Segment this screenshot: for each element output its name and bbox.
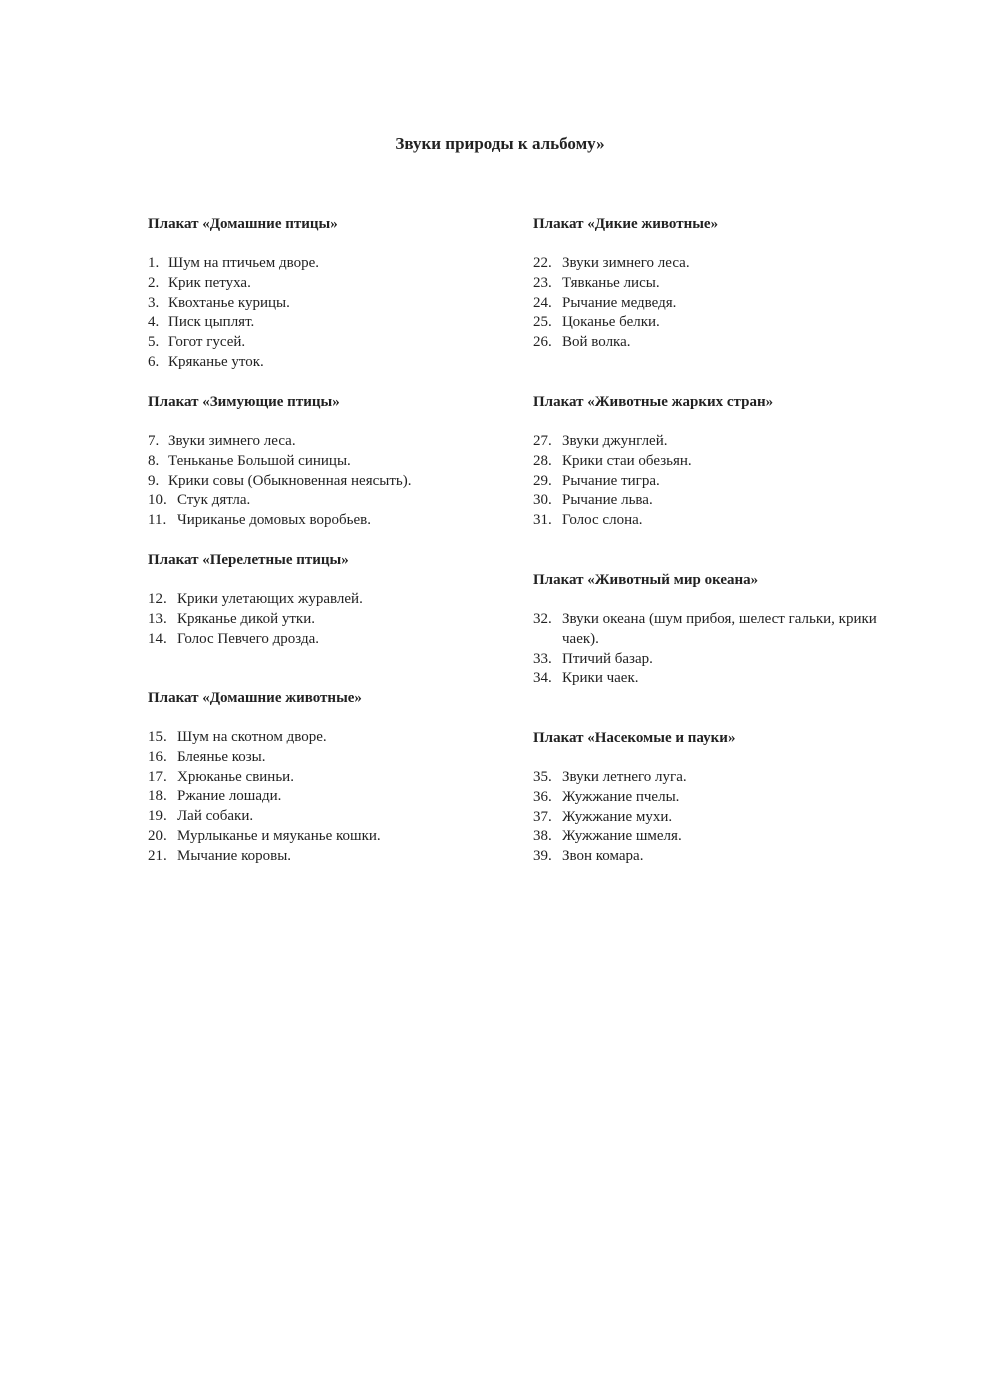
list-item [533,511,893,531]
section-title: Плакат «Зимующие птицы» [148,394,340,410]
item-number: 38. [533,828,552,845]
list-item [148,728,518,748]
item-number: 11. [148,512,167,529]
list-item [533,610,893,650]
item-text: Звуки зимнего леса. [168,433,296,449]
list-item [533,432,893,452]
right-column [533,0,893,1387]
item-text: Крики улетающих журавлей. [177,591,363,607]
list-item [148,432,518,452]
item-list [148,254,518,373]
list-item [533,274,893,294]
list-item [148,827,518,847]
item-text: Крики чаек. [562,670,639,687]
item-number: 28. [533,452,552,469]
item-number: 31. [533,512,552,529]
list-item [148,807,518,827]
list-item [533,847,893,867]
item-text: Звуки океана (шум прибоя, шелест гальки, крики чаек). [562,611,877,647]
item-number: 7. [148,433,160,449]
item-number: 8. [148,452,160,469]
item-number: 6. [148,353,160,370]
item-number: 1. [148,255,160,271]
item-number: 15. [148,729,167,745]
item-number: 17. [148,768,167,785]
item-number: 35. [533,769,552,785]
list-item [148,748,518,768]
item-number: 18. [148,788,167,805]
item-text: Звуки джунглей. [562,433,668,449]
item-text: Писк цыплят. [168,314,255,331]
item-number: 13. [148,610,167,627]
item-text: Цоканье белки. [562,314,660,331]
item-list [148,432,518,531]
item-number: 27. [533,433,552,449]
item-number: 12. [148,591,167,607]
list-item [533,650,893,670]
item-list [533,768,893,867]
item-text: Тявканье лисы. [562,274,660,291]
item-text: Жужжание мухи. [562,808,673,825]
item-text: Птичий базар. [562,650,653,667]
item-number: 3. [148,294,160,311]
section-tropical-animals [533,392,893,531]
item-text: Вой волка. [562,334,631,351]
list-item [533,313,893,333]
item-text: Стук дятла. [177,492,251,509]
item-number: 32. [533,611,552,627]
list-item [148,630,518,650]
item-number: 9. [148,472,160,489]
list-item [148,491,518,511]
list-item [148,333,518,353]
list-item [148,452,518,472]
item-list [533,254,893,353]
item-text: Крики совы (Обыкновенная неясыть). [168,472,412,489]
list-item [148,353,518,373]
list-item [533,491,893,511]
item-text: Кряканье уток. [168,353,264,370]
list-item [148,274,518,294]
item-number: 10. [148,492,167,509]
item-text: Гогот гусей. [168,334,246,351]
item-number: 23. [533,274,552,291]
item-text: Лай собаки. [177,808,254,825]
item-text: Мурлыканье и мяуканье кошки. [177,827,381,844]
item-text: Хрюканье свиньи. [177,768,294,785]
item-text: Крики стаи обезьян. [562,452,692,469]
item-number: 16. [148,748,167,765]
item-number: 24. [533,294,552,311]
section-title: Плакат «Домашние птицы» [148,216,338,232]
item-text: Рычание льва. [562,492,653,509]
section-domestic-animals [148,688,518,867]
list-item [533,472,893,492]
item-number: 25. [533,314,552,331]
list-item [533,669,893,689]
item-number: 33. [533,650,552,667]
list-item [533,452,893,472]
item-number: 2. [148,274,160,291]
list-item [148,254,518,274]
item-text: Квохтанье курицы. [168,294,290,311]
list-item [148,313,518,333]
item-number: 22. [533,255,552,271]
item-text: Кряканье дикой утки. [177,610,315,627]
item-number: 37. [533,808,552,825]
section-title: Плакат «Животный мир океана» [533,572,759,588]
list-item [148,590,518,610]
list-item [533,333,893,353]
section-title: Плакат «Домашние животные» [148,690,362,706]
section-wild-animals [533,214,893,353]
section-title: Плакат «Насекомые и пауки» [533,730,736,746]
item-text: Ржание лошади. [177,788,282,805]
item-number: 21. [148,847,167,864]
list-item [533,808,893,828]
list-item [148,610,518,630]
item-number: 14. [148,630,167,647]
left-column [148,0,518,1387]
item-list [533,432,893,531]
item-text: Рычание тигра. [562,472,660,489]
item-text: Жужжание шмеля. [562,828,682,845]
item-text: Блеянье козы. [177,748,266,765]
list-item [533,294,893,314]
list-item [148,294,518,314]
item-list [148,590,518,649]
item-text: Звон комара. [562,848,644,865]
item-text: Голос Певчего дрозда. [177,630,319,647]
list-item [148,768,518,788]
section-wintering-birds [148,392,518,531]
item-number: 39. [533,848,552,865]
list-item [533,788,893,808]
item-text: Жужжание пчелы. [562,788,680,805]
item-number: 26. [533,334,552,351]
item-list [533,610,893,689]
item-text: Шум на скотном дворе. [177,729,327,745]
item-list [148,728,518,867]
section-title: Плакат «Дикие животные» [533,216,719,232]
item-number: 36. [533,788,552,805]
item-number: 20. [148,827,167,844]
section-migratory-birds [148,550,518,649]
item-text: Звуки зимнего леса. [562,255,690,271]
item-text: Мычание коровы. [177,847,292,864]
item-text: Рычание медведя. [562,294,677,311]
item-number: 29. [533,472,552,489]
item-text: Звуки летнего луга. [562,769,687,785]
item-text: Чириканье домовых воробьев. [177,512,371,529]
section-insects-spiders [533,728,893,867]
section-title: Плакат «Животные жарких стран» [533,394,774,410]
list-item [148,511,518,531]
section-ocean-life [533,570,893,689]
list-item [148,472,518,492]
list-item [533,254,893,274]
list-item [148,787,518,807]
list-item [148,847,518,867]
page-title: Звуки природы к альбому» [395,134,605,153]
section-title: Плакат «Перелетные птицы» [148,552,349,568]
item-number: 19. [148,808,167,825]
item-number: 30. [533,492,552,509]
item-text: Голос слона. [562,512,643,529]
item-text: Шум на птичьем дворе. [168,255,320,271]
section-poultry [148,214,518,373]
item-number: 4. [148,314,160,331]
item-number: 34. [533,670,552,687]
list-item [533,827,893,847]
list-item [533,768,893,788]
item-text: Крик петуха. [168,274,251,291]
item-number: 5. [148,334,160,351]
item-text: Теньканье Большой синицы. [168,452,351,469]
